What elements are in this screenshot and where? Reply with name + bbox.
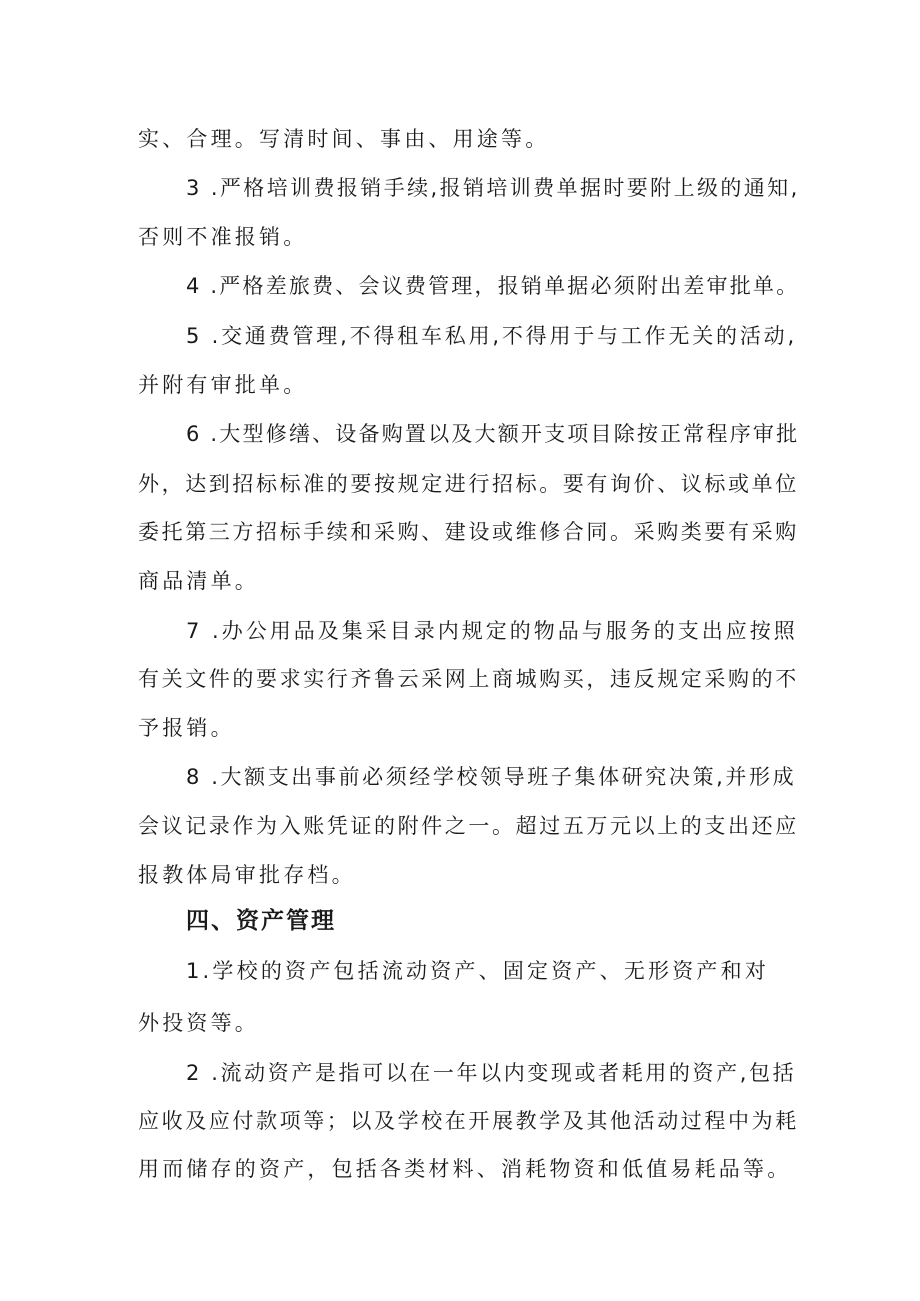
body-text-line: 外，达到招标标准的要按规定进行招标。要有询价、议标或单位 xyxy=(138,472,799,496)
body-text-line: 报教体局审批存档。 xyxy=(138,863,356,887)
body-text-line: 用而储存的资产，包括各类材料、消耗物资和低值易耗品等。 xyxy=(138,1157,792,1181)
body-text-line: 予报销。 xyxy=(138,716,235,740)
body-text-line: 外投资等。 xyxy=(138,1011,259,1035)
body-text-line: 有关文件的要求实行齐鲁云采网上商城购买，违反规定采购的不 xyxy=(138,667,799,691)
body-text-line: 1.学校的资产包括流动资产、固定资产、无形资产和对 xyxy=(186,959,770,983)
body-text-line: 商品清单。 xyxy=(138,569,259,593)
body-text-line: 会议记录作为入账凭证的附件之一。超过五万元以上的支出还应 xyxy=(138,814,799,838)
body-text-line: 实、合理。写清时间、事由、用途等。 xyxy=(138,127,550,151)
body-text-line: 6 .大型修缮、设备购置以及大额开支项目除按正常程序审批 xyxy=(186,422,800,446)
body-text-line: 2 .流动资产是指可以在一年以内变现或者耗用的资产,包括 xyxy=(186,1061,797,1085)
body-text-line: 4 .严格差旅费、会议费管理，报销单据必须附出差审批单。 xyxy=(186,274,800,298)
body-text-line: 3 .严格培训费报销手续,报销培训费单据时要附上级的通知, xyxy=(186,176,800,200)
body-text-line: 8 .大额支出事前必须经学校领导班子集体研究决策,并形成 xyxy=(186,765,797,789)
section-heading: 四、资产管理 xyxy=(186,908,336,934)
body-text-line: 否则不准报销。 xyxy=(138,225,308,249)
body-text-line: 应收及应付款项等；以及学校在开展教学及其他活动过程中为耗 xyxy=(138,1109,799,1133)
body-text-line: 并附有审批单。 xyxy=(138,373,308,397)
body-text-line: 委托第三方招标手续和采购、建设或维修合同。采购类要有采购 xyxy=(138,520,799,544)
body-text-line: 5 .交通费管理,不得租车私用,不得用于与工作无关的活动, xyxy=(186,324,797,348)
body-text-line: 7 .办公用品及集采目录内规定的物品与服务的支出应按照 xyxy=(186,619,798,643)
